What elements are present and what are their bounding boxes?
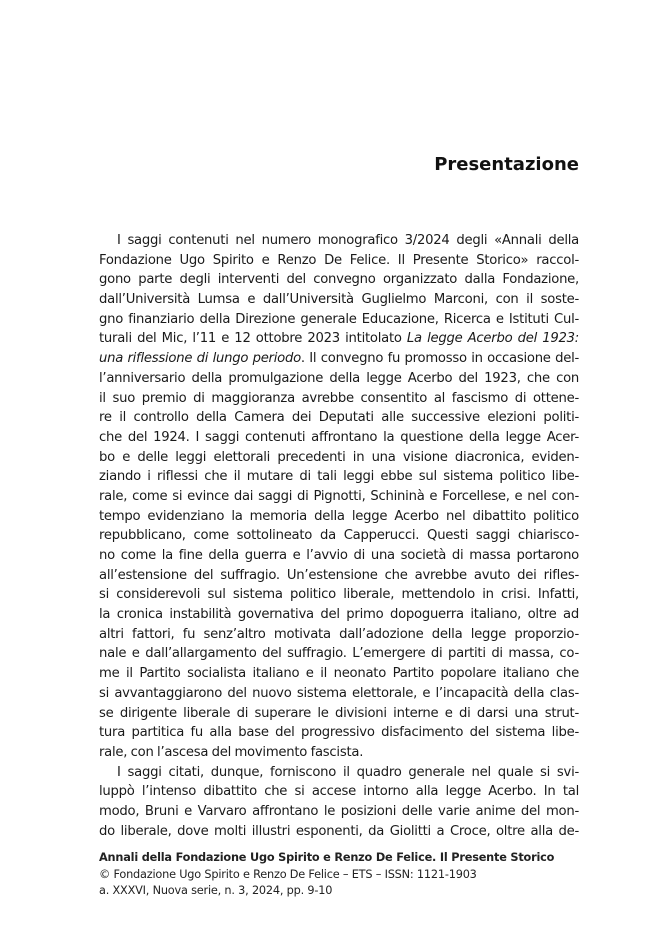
text-line (99, 329, 579, 349)
text-line: che del 1924. I saggi contenuti affrontano la questione della legge Acer- (99, 429, 579, 445)
page-footer (99, 850, 579, 900)
text-line: dall’Università Lumsa e dall’Università Guglielmo Marconi, con il soste- (99, 292, 579, 308)
article-body (99, 231, 579, 841)
issue-line: a. XXXVI, Nuova serie, n. 3, 2024, pp. 9-10 (99, 884, 333, 897)
text-line: repubblicano, come sottolineato da Capperucci. Questi saggi chiarisco- (99, 528, 579, 544)
text-line: si considerevoli sul sistema politico liberale, mettendolo in crisi. Infatti, (99, 587, 579, 603)
text-line: se dirigente liberale di superare le divisioni interne e di darsi una strut- (99, 705, 579, 721)
text-line (99, 349, 579, 369)
text-line: altri fattori, fu senz’altro motivata dall’adozione della legge proporzio- (99, 626, 579, 642)
page-title: Presentazione (434, 154, 579, 175)
text-line: tura partitica fu alla base del progressivo disfacimento del sistema libe- (99, 725, 579, 741)
text-line: modo, Bruni e Varvaro affrontano le posizioni delle varie anime del mon- (99, 803, 579, 819)
text-line: all’estensione del suffragio. Un’estensione che avrebbe avuto dei rifles- (99, 567, 579, 583)
text-segment: turali del Mic, l’11 e 12 ottobre 2023 intitolato (99, 331, 407, 347)
text-line: gno finanziario della Direzione generale Educazione, Ricerca e Istituti Cul- (99, 311, 579, 327)
copyright-line: © Fondazione Ugo Spirito e Renzo De Felice – ETS – ISSN: 1121-1903 (99, 867, 477, 881)
journal-title: Annali della Fondazione Ugo Spirito e Renzo De Felice. Il Presente Storico (99, 851, 555, 864)
conference-subtitle: una riflessione di lungo periodo (99, 351, 301, 367)
text-line: nale e dall’allargamento del suffragio. L’emergere di partiti di massa, co- (99, 646, 579, 662)
text-segment: . Il convegno fu promosso in occasione del- (300, 351, 579, 367)
text-line: Fondazione Ugo Spirito e Renzo De Felice. Il Presente Storico» raccol- (99, 252, 579, 268)
text-line: I saggi citati, dunque, forniscono il quadro generale nel quale si svi- (117, 764, 579, 780)
text-line: luppò l’intenso dibattito che si accese intorno alla legge Acerbo. In tal (99, 784, 579, 800)
text-line: no come la fine della guerra e l’avvio di una società di massa portarono (99, 548, 579, 563)
text-line: tempo evidenziano la memoria della legge Acerbo nel dibattito politico (99, 508, 579, 524)
text-line: rale, come si evince dai saggi di Pignotti, Schininà e Forcellese, e nel con- (99, 488, 579, 504)
text-line: I saggi contenuti nel numero monografico 3/2024 degli «Annali della (117, 233, 579, 248)
conference-title: La legge Acerbo del 1923: (406, 331, 579, 347)
text-line: ziando i riflessi che il mutare di tali leggi ebbe sul sistema politico libe- (99, 469, 579, 485)
text-line: rale, con l’ascesa del movimento fascista. (99, 744, 364, 760)
text-line: si avvantaggiarono del nuovo sistema elettorale, e l’incapacità della clas- (99, 685, 579, 701)
text-line: re il controllo della Camera dei Deputati alle successive elezioni politi- (99, 410, 579, 426)
text-line: do liberale, dove molti illustri esponenti, da Giolitti a Croce, oltre alla de- (99, 823, 579, 839)
text-line: bo e delle leggi elettorali precedenti in una visione diacronica, eviden- (99, 449, 579, 465)
text-line: la cronica instabilità governativa del primo dopoguerra italiano, oltre ad (99, 607, 579, 623)
text-line: il suo premio di maggioranza avrebbe consentito al fascismo di ottene- (99, 390, 579, 406)
text-line: me il Partito socialista italiano e il neonato Partito popolare italiano che (99, 666, 579, 682)
text-line: l’anniversario della promulgazione della legge Acerbo del 1923, che con (99, 370, 579, 386)
text-line: gono parte degli interventi del convegno organizzato dalla Fondazione, (99, 272, 579, 288)
